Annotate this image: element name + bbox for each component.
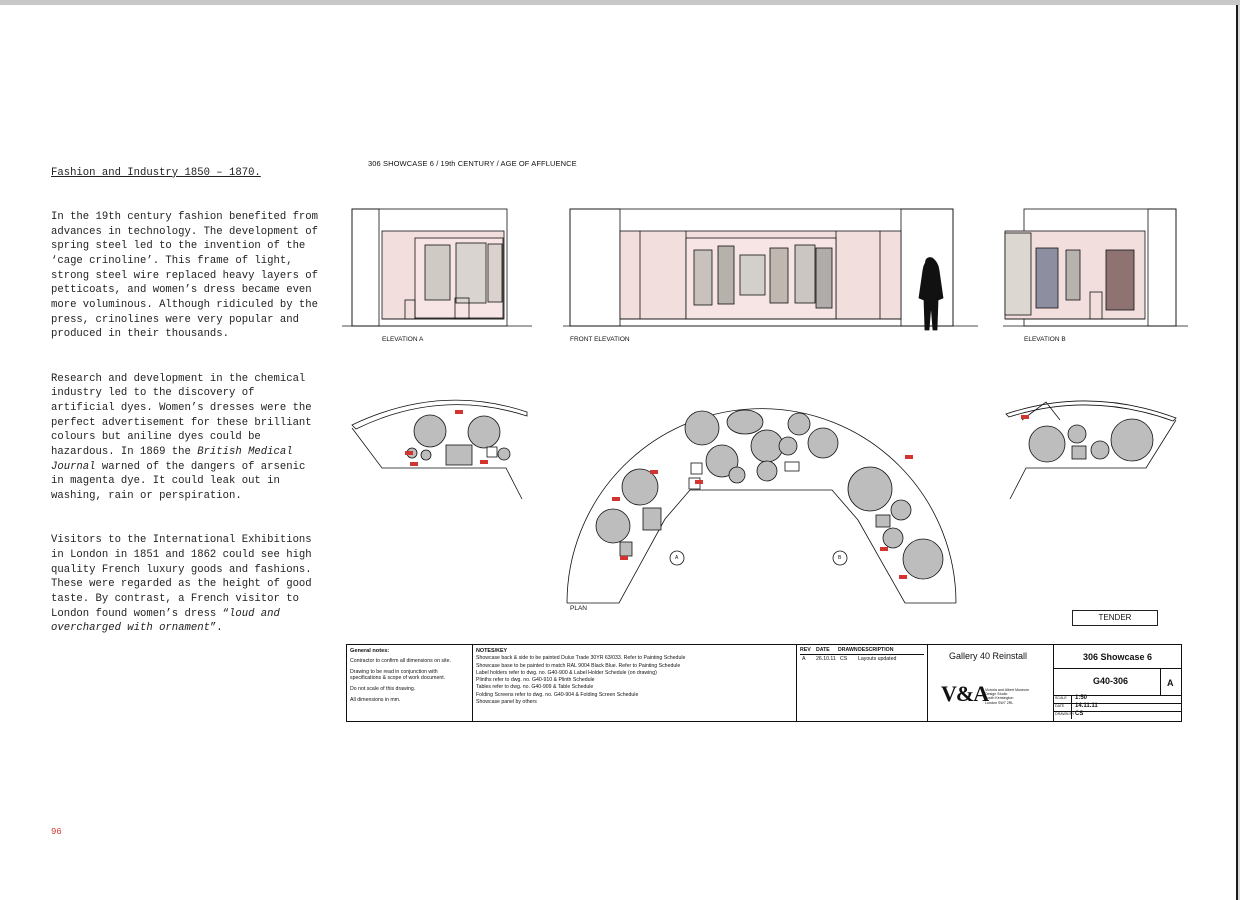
drawing-name: 306 Showcase 6: [1083, 652, 1153, 662]
va-logo: V&A: [941, 681, 989, 706]
section-marker-b: B: [838, 555, 842, 561]
general-note: All dimensions in mm.: [350, 697, 401, 703]
rev-col-description: DESCRIPTION: [858, 647, 894, 653]
notes-key-item: Showcase base to be painted to match RAL 9004 Black Blue. Refer to Painting Schedule: [476, 662, 681, 669]
scale-label: SCALE: [1055, 696, 1067, 700]
rev-description-value: Layouts updated: [858, 656, 897, 662]
scale-value: 1:50: [1075, 695, 1088, 701]
elevation-a-drawing: [342, 209, 532, 326]
plan-right-drawing: [1006, 401, 1176, 499]
rev-col-date: DATE: [816, 647, 830, 653]
rev-drawn-value: CS: [840, 656, 848, 662]
notes-key-title: NOTES/KEY: [476, 648, 508, 654]
drawing-number: G40-306: [1093, 676, 1129, 686]
rev-col-rev: REV: [800, 647, 811, 653]
revision-box: [1160, 668, 1181, 695]
notes-key-item: Label holders refer to dwg. no. G40-900 & Label Holder Schedule (on drawing): [476, 669, 657, 676]
essay-heading: Fashion and Industry 1850 – 1870.: [51, 166, 261, 179]
title-block: [346, 644, 1182, 722]
drawn-value: CS: [1075, 711, 1084, 717]
notes-key-item: Plinths refer to dwg. no. G40-910 & Plinth Schedule: [476, 677, 595, 684]
essay-p3-quote: loud and overcharged with ornament: [51, 607, 280, 635]
museum-address: Victoria and Albert Museum Design Studio South Kensington London SW7 2RL: [985, 688, 1029, 705]
drawing-name-box: [1053, 645, 1181, 669]
general-notes: [347, 645, 473, 721]
essay-p2-journal: British Medical Journal: [51, 446, 293, 473]
elevation-a-label: ELEVATION A: [382, 336, 424, 343]
rev-value: A: [802, 656, 806, 662]
essay-p3-start: Visitors to the International Exhibitions in London in 1851 and 1862 could see high quality French luxury goods and fashions. These were regarded as the height of good taste. By contrast, a French visitor to London found women’s dress “: [51, 534, 312, 620]
drawn-label: DRAWN BY: [1055, 712, 1075, 716]
sheet-title: 306 SHOWCASE 6 / 19th CENTURY / AGE OF AFFLUENCE: [368, 159, 577, 168]
notes-key-item: Tables refer to dwg. no. G40-909 & Table Schedule: [476, 684, 594, 691]
elevation-b-drawing: [1003, 209, 1188, 326]
revision-header: [800, 647, 924, 655]
drawing-number-box: [1053, 668, 1181, 696]
front-elevation-drawing: [563, 209, 978, 330]
rev-date-value: 26.10.11: [816, 656, 836, 662]
revision-letter: A: [1167, 678, 1174, 688]
essay-paragraph-1: In the 19th century fashion benefited from advances in technology. The development of spring steel led to the invention of the ‘cage crinoline’. This frame of light, strong steel wire replaced heavy layers of petticoats, and women’s dress became even more voluminous. Although ridiculed by the press, crinolines were very popular and produced in their thousands.: [51, 210, 319, 341]
front-elevation-label: FRONT ELEVATION: [570, 336, 630, 343]
general-note: Drawing to be read in conjunction with specifications & scope of work document.: [350, 669, 446, 681]
plan-left-drawing: [352, 400, 527, 499]
elevation-b-label: ELEVATION B: [1024, 336, 1066, 343]
essay-p2-start: Research and development in the chemical industry led to the discovery of artificial dyes. Women’s dresses were the perfect advertisement for these brilliant colours but aniline dyes could be hazardous. In 1869 the: [51, 372, 312, 459]
general-note: Contractor to confirm all dimensions on site.: [350, 658, 451, 664]
revision-table: [797, 645, 928, 721]
general-notes-title: General notes:: [350, 648, 390, 654]
tender-stamp: TENDER: [1072, 610, 1158, 626]
notes-key-item: Showcase back & side to be painted Dulux Trade 30YR 63/033. Refer to Painting Schedule: [476, 655, 686, 662]
project-info: [927, 645, 1054, 721]
notes-key-item: Showcase panel by others: [476, 699, 537, 706]
notes-key: [473, 645, 797, 721]
date-value: 14.11.11: [1075, 703, 1098, 709]
page-number: 96: [51, 827, 62, 837]
notes-key-item: Folding Screens refer to dwg. no. G40-904 & Folding Screen Schedule: [476, 691, 639, 698]
plan-main-drawing: [567, 409, 956, 603]
drawing-info: [1053, 645, 1181, 721]
essay-p2-end: warned of the dangers of arsenic in magenta dye. It could leak out in washing, rain or perspiration.: [51, 460, 306, 503]
section-marker-a: A: [675, 555, 679, 561]
essay-p3-end: ”.: [209, 622, 223, 635]
drawn-row: [1053, 711, 1181, 719]
date-label: DATE: [1055, 704, 1065, 708]
plan-label: PLAN: [570, 605, 587, 612]
rev-col-drawn: DRAWN: [838, 647, 858, 653]
general-note: Do not scale of this drawing.: [350, 686, 416, 692]
project-name: Gallery 40 Reinstall: [949, 651, 1028, 661]
